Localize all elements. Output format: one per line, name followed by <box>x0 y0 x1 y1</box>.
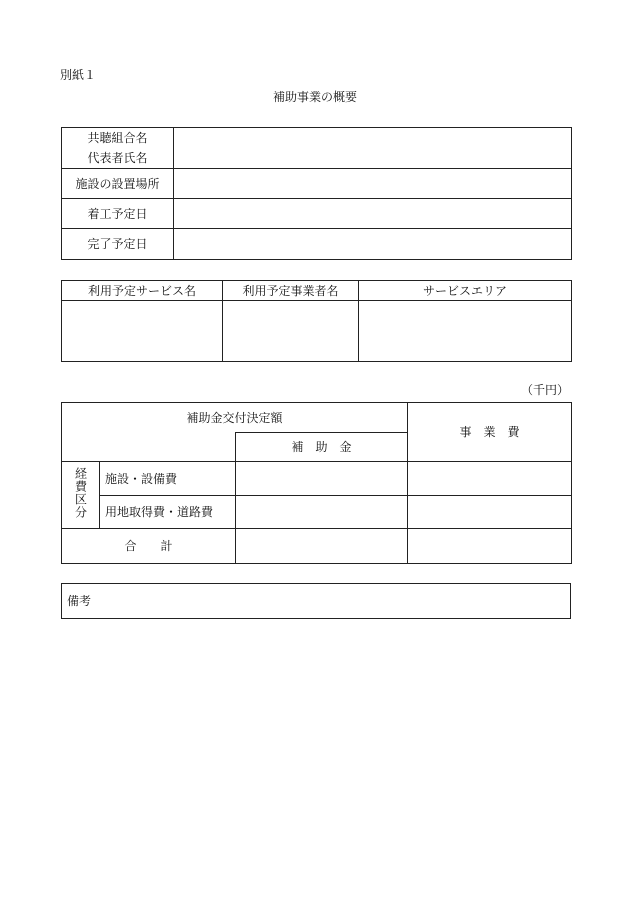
overview-table <box>61 127 572 260</box>
table-header-row <box>62 281 572 301</box>
completion-date-value <box>174 229 572 260</box>
table-header-row <box>62 403 572 433</box>
service-table <box>61 280 572 362</box>
start-date-label: 着工予定日 <box>62 199 174 229</box>
header-blank-cell <box>62 433 236 462</box>
association-representative-value <box>174 128 572 169</box>
provider-name-value <box>223 301 359 362</box>
subsidy-decision-header: 補助金交付決定額 <box>62 403 408 433</box>
table-row <box>62 128 572 169</box>
table-row <box>62 169 572 199</box>
table-row <box>62 301 572 362</box>
facility-location-value <box>174 169 572 199</box>
project-cost-header: 事 業 費 <box>408 403 572 462</box>
service-area-header: サービスエリア <box>359 281 572 301</box>
expense-category-label <box>62 462 100 529</box>
service-name-value <box>62 301 223 362</box>
facility-equipment-project-cost <box>408 462 572 496</box>
budget-table <box>61 402 572 564</box>
total-label: 合 計 <box>62 529 236 564</box>
land-road-project-cost <box>408 496 572 529</box>
completion-date-label: 完了予定日 <box>62 229 174 260</box>
provider-name-header: 利用予定事業者名 <box>223 281 359 301</box>
facility-equipment-subsidy <box>236 462 408 496</box>
table-row <box>62 584 571 619</box>
land-road-subsidy <box>236 496 408 529</box>
attachment-label: 別紙１ <box>60 68 97 82</box>
service-area-value <box>359 301 572 362</box>
start-date-value <box>174 199 572 229</box>
table-row <box>62 496 572 529</box>
unit-label: （千円） <box>520 383 569 397</box>
remarks-table <box>61 583 571 619</box>
land-road-label: 用地取得費・道路費 <box>100 496 236 529</box>
remarks-label: 備考 <box>62 584 571 619</box>
table-row <box>62 229 572 260</box>
association-representative-label <box>62 128 174 169</box>
total-subsidy <box>236 529 408 564</box>
expense-category-text: 経費区分 <box>73 467 88 519</box>
service-name-header: 利用予定サービス名 <box>62 281 223 301</box>
table-row <box>62 462 572 496</box>
facility-equipment-label: 施設・設備費 <box>100 462 236 496</box>
total-project-cost <box>408 529 572 564</box>
association-name-label: 共聴組合名 <box>87 131 148 145</box>
subsidy-header: 補 助 金 <box>236 433 408 462</box>
page-title: 補助事業の概要 <box>272 90 357 104</box>
table-row <box>62 529 572 564</box>
table-row <box>62 199 572 229</box>
facility-location-label: 施設の設置場所 <box>62 169 174 199</box>
representative-name-label: 代表者氏名 <box>87 151 148 165</box>
